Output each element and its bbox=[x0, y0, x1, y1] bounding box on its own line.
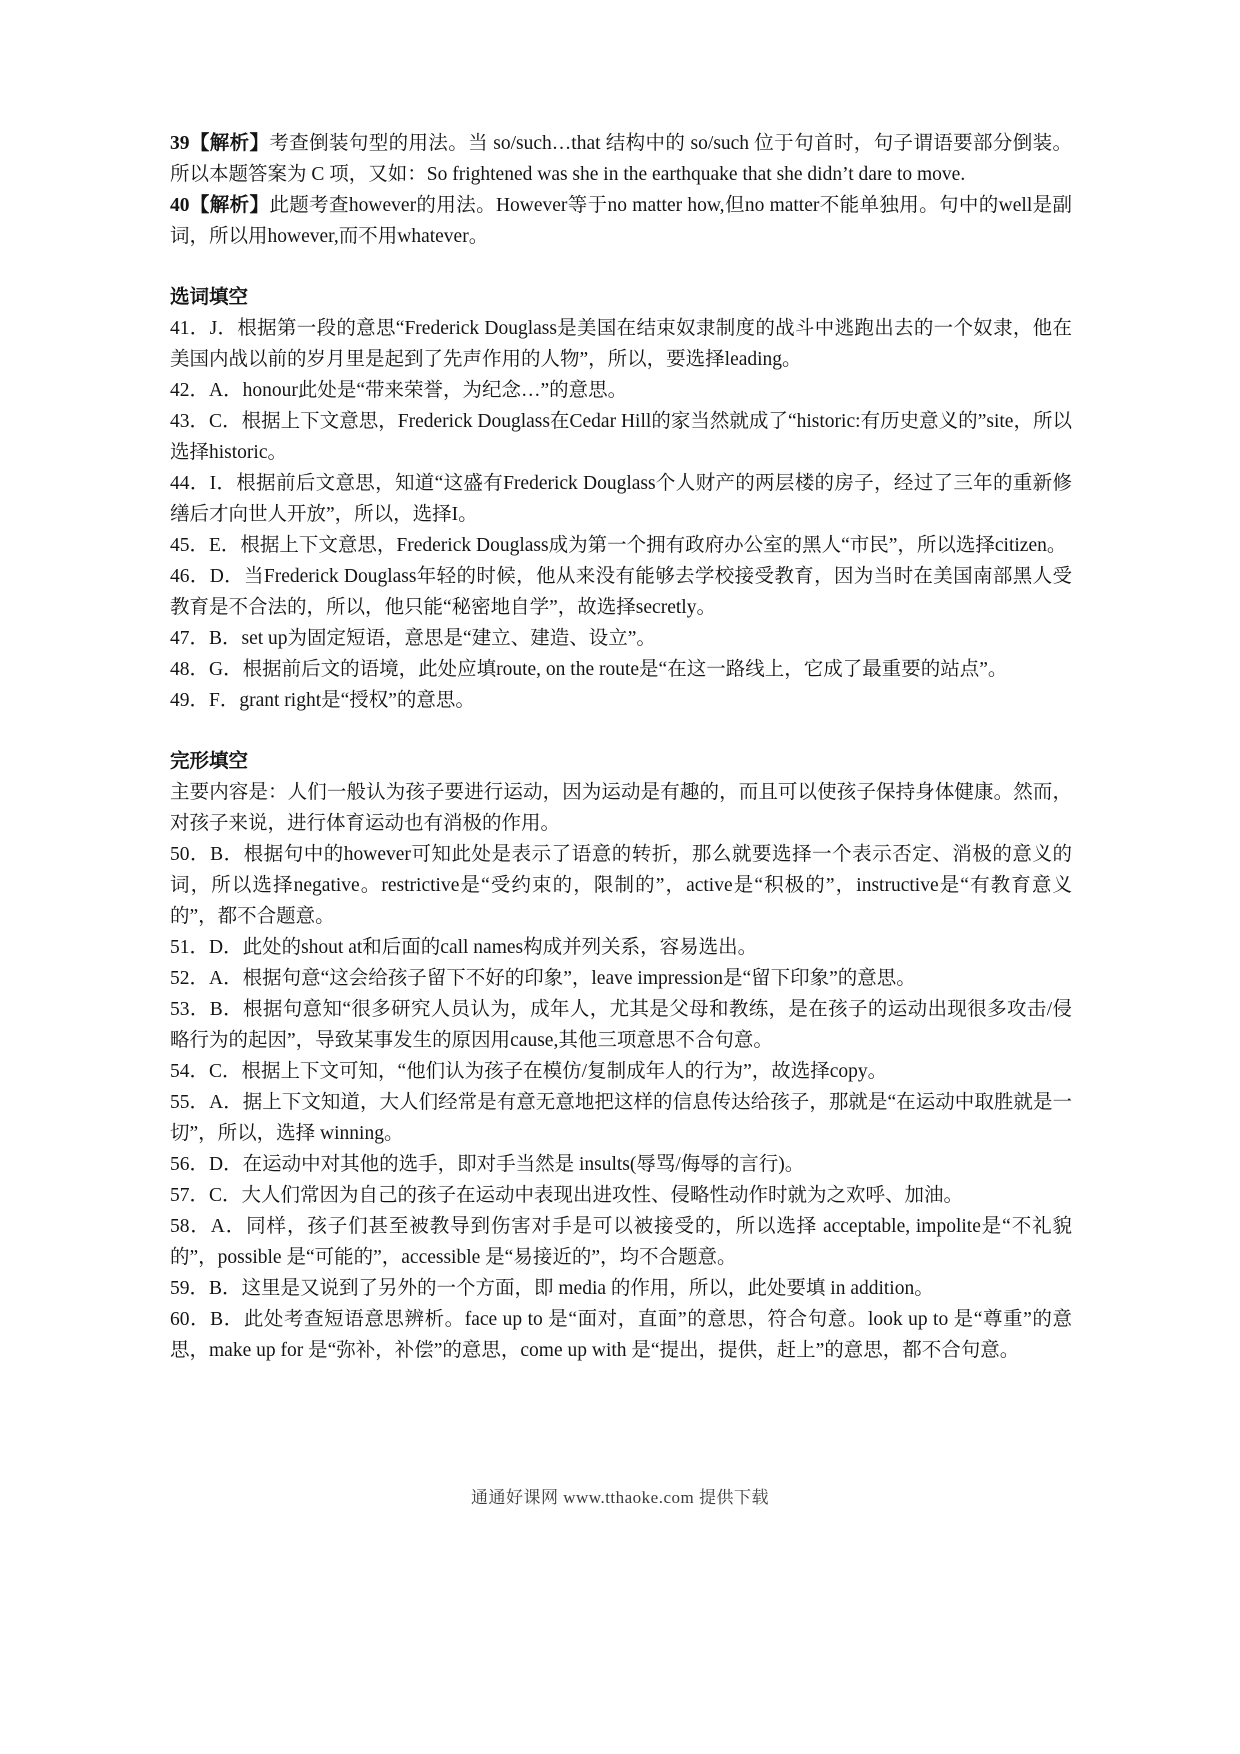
paragraph: 55．A．据上下文知道，大人们经常是有意无意地把这样的信息传达给孩子，那就是“在运动中取胜就是一切”，所以，选择 winning。 bbox=[170, 1092, 1072, 1144]
paragraph: 56．D．在运动中对其他的选手，即对手当然是 insults(辱骂/侮辱的言行)。 bbox=[170, 1154, 805, 1175]
paragraph: 46．D．当Frederick Douglass年轻的时候，他从来没有能够去学校接受教育，因为当时在美国南部黑人受教育是不合法的，所以，他只能“秘密地自学”，故选择secretly。 bbox=[170, 566, 1072, 618]
section-heading: 选词填空 bbox=[170, 287, 249, 308]
paragraph: 45．E．根据上下文意思，Frederick Douglass成为第一个拥有政府办公室的黑人“市民”，所以选择citizen。 bbox=[170, 535, 1067, 556]
paragraph: 59．B．这里是又说到了另外的一个方面，即 media 的作用，所以，此处要填 in addition。 bbox=[170, 1278, 934, 1299]
paragraph: 57．C．大人们常因为自己的孩子在运动中表现出进攻性、侵略性动作时就为之欢呼、加油。 bbox=[170, 1185, 964, 1206]
paragraph-bold-prefix: 40【解析】 bbox=[170, 195, 270, 216]
paragraph: 47．B．set up为固定短语，意思是“建立、建造、设立”。 bbox=[170, 628, 656, 649]
paragraph: 53．B．根据句意知“很多研究人员认为，成年人，尤其是父母和教练，是在孩子的运动出现很多攻击/侵略行为的起因”，导致某事发生的原因用cause,其他三项意思不合句意。 bbox=[170, 999, 1072, 1051]
paragraph: 48．G．根据前后文的语境，此处应填route, on the route是“在这一路线上，它成了最重要的站点”。 bbox=[170, 659, 1008, 680]
paragraph: 52．A．根据句意“这会给孩子留下不好的印象”，leave impression是“留下印象”的意思。 bbox=[170, 968, 916, 989]
paragraph: 42．A．honour此处是“带来荣誉，为纪念…”的意思。 bbox=[170, 380, 628, 401]
paragraph: 58．A．同样，孩子们甚至被教导到伤害对手是可以被接受的，所以选择 acceptable, impolite是“不礼貌的”，possible 是“可能的”，accessible 是“易接近的”，均不合题意。 bbox=[170, 1216, 1072, 1268]
paragraph: 39【解析】考查倒装句型的用法。当 so/such…that 结构中的 so/such 位于句首时，句子谓语要部分倒装。所以本题答案为 C 项，又如：So frightened was she in the earthquake that she didn’t dare to move. bbox=[170, 133, 1072, 185]
paragraph: 54．C．根据上下文可知，“他们认为孩子在模仿/复制成年人的行为”，故选择copy。 bbox=[170, 1061, 888, 1082]
paragraph: 50．B．根据句中的however可知此处是表示了语意的转折，那么就要选择一个表示否定、消极的意义的词，所以选择negative。restrictive是“受约束的，限制的”，active是“积极的”，instructive是“有教育意义的”，都不合题意。 bbox=[170, 844, 1072, 927]
paragraph: 44．I．根据前后文意思，知道“这盛有Frederick Douglass个人财产的两层楼的房子，经过了三年的重新修缮后才向世人开放”，所以，选择I。 bbox=[170, 473, 1072, 525]
paragraph: 41．J．根据第一段的意思“Frederick Douglass是美国在结束奴隶制度的战斗中逃跑出去的一个奴隶，他在美国内战以前的岁月里是起到了先声作用的人物”，所以，要选择leading。 bbox=[170, 318, 1072, 370]
paragraph: 60．B．此处考查短语意思辨析。face up to 是“面对，直面”的意思，符合句意。look up to 是“尊重”的意思，make up for 是“弥补，补偿”的意思，come up with 是“提出，提供，赶上”的意思，都不合句意。 bbox=[170, 1309, 1072, 1361]
section-heading: 完形填空 bbox=[170, 751, 249, 772]
page-footer: 通通好课网 www.tthaoke.com 提供下载 bbox=[470, 1488, 770, 1507]
paragraph: 51．D．此处的shout at和后面的call names构成并列关系，容易选出。 bbox=[170, 937, 758, 958]
document-body bbox=[170, 128, 1072, 1366]
paragraph: 49．F．grant right是“授权”的意思。 bbox=[170, 690, 475, 711]
paragraph-bold-prefix: 39【解析】 bbox=[170, 133, 270, 154]
paragraph: 主要内容是：人们一般认为孩子要进行运动，因为运动是有趣的，而且可以使孩子保持身体健康。然而，对孩子来说，进行体育运动也有消极的作用。 bbox=[170, 782, 1072, 834]
paragraph: 43．C．根据上下文意思，Frederick Douglass在Cedar Hill的家当然就成了“historic:有历史意义的”site，所以选择historic。 bbox=[170, 411, 1072, 463]
paragraph: 40【解析】此题考查however的用法。However等于no matter how,但no matter不能单独用。句中的well是副词，所以用however,而不用whatever。 bbox=[170, 195, 1072, 247]
